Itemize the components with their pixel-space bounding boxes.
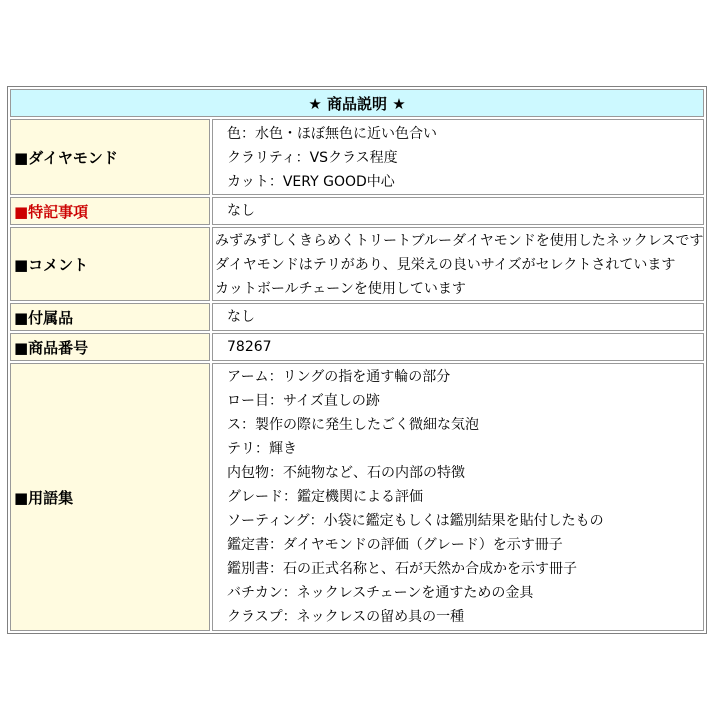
value-special-notes [212, 197, 704, 225]
special-notes-text: なし [227, 203, 255, 219]
value-glossary [212, 363, 704, 631]
glossary-item: テリ：輝き [227, 441, 297, 457]
diamond-cut: カット：VERY GOOD中心 [227, 174, 395, 190]
table-title: ★ 商品説明 ★ [10, 89, 704, 117]
value-comment [212, 227, 704, 301]
label-comment: ■コメント [10, 227, 210, 301]
value-diamond [212, 119, 704, 195]
product-number-text: 78267 [227, 339, 272, 355]
value-accessories [212, 303, 704, 331]
diamond-color: 色：水色・ほぼ無色に近い色合い [227, 126, 437, 142]
comment-line-2: ダイヤモンドはテリがあり、見栄えの良いサイズがセレクトされています [215, 257, 676, 273]
accessories-text: なし [227, 309, 255, 325]
glossary-item: バチカン：ネックレスチェーンを通すための金具 [227, 585, 534, 601]
diamond-clarity: クラリティ：VSクラス程度 [227, 150, 398, 166]
label-accessories: ■付属品 [10, 303, 210, 331]
glossary-item: ソーティング：小袋に鑑定もしくは鑑別結果を貼付したもの [227, 513, 604, 529]
label-diamond: ■ダイヤモンド [10, 119, 210, 195]
glossary-item: 鑑定書：ダイヤモンドの評価（グレード）を示す冊子 [227, 537, 563, 553]
comment-line-3: カットボールチェーンを使用しています [215, 281, 466, 297]
glossary-item: 内包物：不純物など、石の内部の特徴 [227, 465, 465, 481]
glossary-item: ロー目：サイズ直しの跡 [227, 393, 380, 409]
product-description-table [7, 86, 707, 634]
label-product-number: ■商品番号 [10, 333, 210, 361]
glossary-item: クラスプ：ネックレスの留め具の一種 [227, 609, 465, 625]
comment-line-1: みずみずしくきらめくトリートブルーダイヤモンドを使用したネックレスです [215, 233, 704, 249]
glossary-item: 鑑別書：石の正式名称と、石が天然か合成かを示す冊子 [227, 561, 577, 577]
glossary-item: ス：製作の際に発生したごく微細な気泡 [227, 417, 479, 433]
value-product-number [212, 333, 704, 361]
glossary-item: グレード：鑑定機関による評価 [227, 489, 423, 505]
label-special-notes: ■特記事項 [10, 197, 210, 225]
label-glossary: ■用語集 [10, 363, 210, 631]
glossary-item: アーム：リングの指を通す輪の部分 [227, 369, 451, 385]
